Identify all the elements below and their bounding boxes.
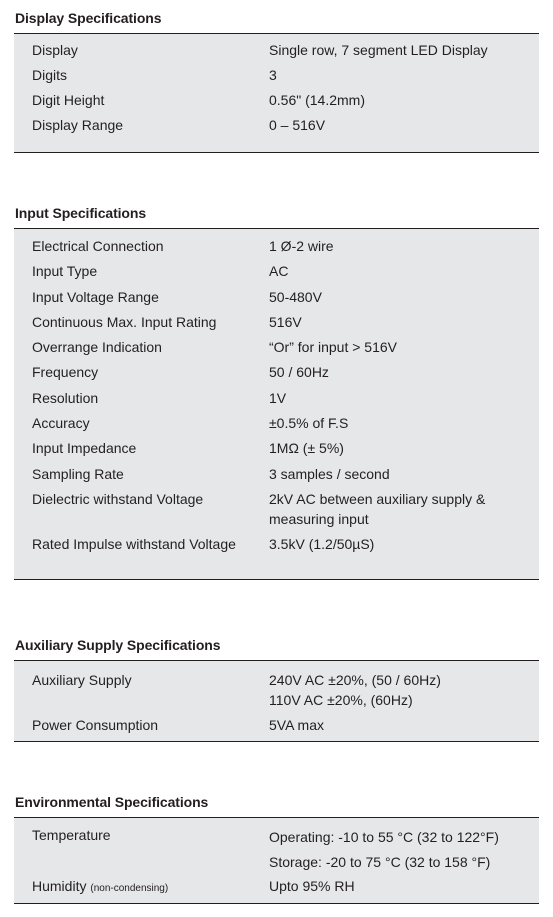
spec-row [14,90,539,115]
spec-row [14,534,539,559]
spec-value: 5VA max [269,717,324,733]
spec-label: Humidity [32,878,87,894]
section-title: Environmental Specifications [15,794,209,810]
section-title: Display Specifications [15,10,162,26]
spec-row [14,115,539,140]
spec-table [14,817,539,904]
spec-value-multiline [269,825,539,876]
spec-value: 240V AC ±20%, (50 / 60Hz) [269,672,441,688]
spec-value: 50 / 60Hz [269,364,329,381]
spec-value: 3 samples / second [269,465,390,482]
spec-value: 3.5kV (1.2/50µS) [269,535,375,552]
spec-row [14,825,539,876]
spec-value: 50-480V [269,288,322,305]
spec-value-multiline [269,489,539,534]
spec-row [14,489,539,534]
spec-label: Input Type [32,263,98,280]
spec-label: Overrange Indication [32,339,162,356]
spec-label: Power Consumption [32,717,159,733]
spec-label: Sampling Rate [32,465,124,482]
spec-value: Upto 95% RH [269,878,355,894]
spec-row [14,65,539,90]
spec-label: Temperature [32,827,111,843]
spec-table [14,228,539,580]
spec-table [14,660,539,742]
spec-label: Auxiliary Supply [32,672,132,688]
spec-value: 110V AC ±20%, (60Hz) [269,692,413,708]
spec-label: Dielectric withstand Voltage [32,490,204,507]
spec-value: 1MΩ (± 5%) [269,440,344,457]
spec-value: AC [269,263,289,280]
section-title: Auxiliary Supply Specifications [15,637,221,653]
spec-value: ±0.5% of F.S [269,415,349,432]
spec-label: Display Range [32,117,124,133]
spec-label: Electrical Connection [32,238,164,254]
spec-value-multiline [269,670,539,715]
spec-value: Single row, 7 segment LED Display [269,42,488,58]
spec-row [14,464,539,489]
auxiliary-supply-specifications-section [14,636,539,742]
spec-row [14,876,539,898]
spec-label: Input Voltage Range [32,288,159,305]
spec-label-with-note [14,876,269,898]
section-title: Input Specifications [15,205,147,221]
spec-row [14,236,539,261]
spec-value: Storage: -20 to 75 °C (32 to 158 °F) [269,854,491,870]
spec-value: “Or” for input > 516V [269,339,398,356]
spec-label: Digit Height [32,92,105,108]
spec-row [14,337,539,362]
spec-row [14,715,539,737]
spec-label: Input Impedance [32,440,137,457]
spec-row [14,670,539,715]
spec-label: Continuous Max. Input Rating [32,313,217,330]
spec-row [14,413,539,438]
spec-label: Display [32,42,78,58]
spec-label: Digits [32,67,68,83]
spec-value: 0 – 516V [269,117,326,133]
spec-value: 516V [269,313,302,330]
spec-label-note: (non-condensing) [90,883,169,894]
spec-row [14,362,539,387]
spec-row [14,438,539,463]
spec-label: Frequency [32,364,99,381]
spec-row [14,40,539,65]
input-specifications-section [14,204,539,580]
spec-row [14,287,539,312]
spec-value: 3 [269,67,277,83]
spec-value: 1V [269,389,287,406]
spec-value: Operating: -10 to 55 °C (32 to 122°F) [269,829,499,845]
spec-row [14,261,539,286]
spec-value: measuring input [269,510,369,527]
spec-value: 2kV AC between auxiliary supply & [269,490,486,507]
spec-table [14,33,539,153]
spec-label: Accuracy [32,415,90,432]
spec-label: Resolution [32,389,99,406]
display-specifications-section [14,9,539,153]
spec-row [14,312,539,337]
environmental-specifications-section [14,793,539,904]
spec-row [14,388,539,413]
spec-value: 0.56" (14.2mm) [269,92,366,108]
spec-label: Rated Impulse withstand Voltage [32,535,236,552]
spec-value: 1 Ø-2 wire [269,238,334,254]
